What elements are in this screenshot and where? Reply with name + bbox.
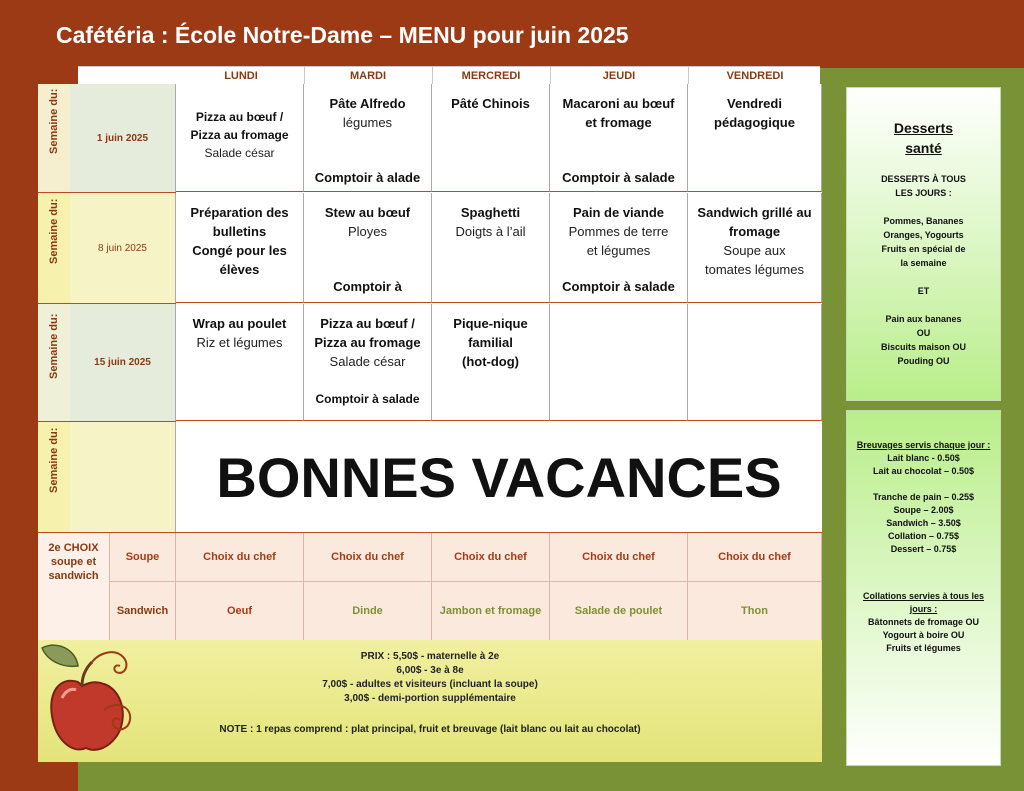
price-line: PRIX : 5,50$ - maternelle à 2e: [360, 651, 500, 662]
day-header-mardi: MARDI: [349, 70, 387, 82]
menu-cell-jeudi-w2: Pain de viande Pommes de terre et légumes Comptoir à salade: [550, 193, 688, 303]
soupe-vendredi: Choix du chef: [688, 533, 822, 581]
price-line: 3,00$ - demi-portion supplémentaire: [344, 693, 516, 704]
desserts-list: DESSERTS À TOUS LES JOURS : Pommes, Bananes Oranges, Yogourts Fruits en spécial de la semaine ET Pain aux bananes OU Biscuits maison OU Pouding OU: [880, 174, 967, 366]
desserts-panel: [846, 87, 1001, 401]
week-date-1: 1 juin 2025: [70, 84, 176, 192]
desserts-title: Desserts santé: [893, 120, 954, 156]
menu-grid: [38, 84, 822, 762]
day-header-jeudi: JEUDI: [602, 70, 636, 82]
vacation-banner: BONNES VACANCES: [216, 445, 782, 509]
soupe-lundi: Choix du chef: [176, 533, 304, 581]
snacks-title: Collations servies à tous les jours :: [862, 591, 985, 614]
menu-cell-jeudi-w3: [550, 304, 688, 421]
price-line: 6,00$ - 3e à 8e: [396, 665, 464, 676]
menu-cell-mercredi-w3: Pique-nique familial (hot-dog): [432, 304, 550, 421]
menu-cell-mardi-w2: Stew au bœuf Ployes Comptoir à: [304, 193, 432, 303]
menu-cell-vendredi-w1: Vendredi pédagogique: [688, 84, 822, 192]
price-list: [38, 650, 822, 706]
sandwich-vendredi: Thon: [688, 582, 822, 640]
week-date-4: [70, 422, 176, 532]
week-label: Semaine du:: [48, 88, 60, 154]
day-header-lundi: LUNDI: [224, 70, 258, 82]
menu-cell-mardi-w3: Pizza au bœuf / Pizza au fromage Salade césar Comptoir à salade: [304, 304, 432, 421]
sandwich-lundi: Oeuf: [176, 582, 304, 640]
menu-cell-lundi-w2: Préparation des bulletins Congé pour les élèves: [176, 193, 304, 303]
meal-note: NOTE : 1 repas comprend : plat principal, fruit et breuvage (lait blanc ou lait au chocolat): [219, 724, 641, 735]
page-title: Cafétéria : École Notre-Dame – MENU pour juin 2025: [56, 22, 629, 48]
sandwich-label: Sandwich: [110, 582, 176, 640]
day-header-mercredi: MERCREDI: [461, 70, 521, 82]
week-side-1: [38, 84, 70, 192]
menu-cell-mercredi-w2: Spaghetti Doigts à l’ail: [432, 193, 550, 303]
menu-cell-vendredi-w2: Sandwich grillé au fromage Soupe aux tomates légumes: [688, 193, 822, 303]
sandwich-mercredi: Jambon et fromage: [432, 582, 550, 640]
week-side-3: Semaine du:: [38, 304, 70, 421]
bottom-background: [78, 762, 1024, 791]
menu-cell-mercredi-w1: Pâté Chinois: [432, 84, 550, 192]
week-side-2: Semaine du:: [38, 193, 70, 303]
menu-cell-vendredi-w3: [688, 304, 822, 421]
sandwich-jeudi: Salade de poulet: [550, 582, 688, 640]
beverages-title: Breuvages servis chaque jour :: [856, 440, 991, 450]
soupe-mardi: Choix du chef: [304, 533, 432, 581]
soupe-mercredi: Choix du chef: [432, 533, 550, 581]
second-choice-title: 2e CHOIX soupe et sandwich: [38, 533, 110, 640]
price-line: 7,00$ - adultes et visiteurs (incluant la soupe): [322, 679, 538, 690]
week-side-4: Semaine du:: [38, 422, 70, 532]
menu-cell-lundi-w3: Wrap au poulet Riz et légumes: [176, 304, 304, 421]
menu-cell-lundi-w1: Pizza au bœuf / Pizza au fromage Salade césar: [176, 84, 304, 192]
snacks-list: Bâtonnets de fromage OU Yogourt à boire OU Fruits et légumes: [867, 617, 979, 653]
beverages-panel: [846, 410, 1001, 766]
menu-cell-jeudi-w1: Macaroni au bœuf et fromage Comptoir à salade: [550, 84, 688, 192]
day-header-vendredi: VENDREDI: [726, 70, 784, 82]
week-date-3: 15 juin 2025: [70, 304, 176, 421]
menu-cell-mardi-w1: Pâte Alfredo légumes Comptoir à alade: [304, 84, 432, 192]
sandwich-mardi: Dinde: [304, 582, 432, 640]
week-date-2: 8 juin 2025: [70, 193, 176, 303]
beverages-list: Lait blanc - 0.50$ Lait au chocolat – 0.50$ Tranche de pain – 0.25$ Soupe – 2.00$ Sandwich – 3.50$ Collation – 0.75$ Dessert – 0.75$: [872, 453, 975, 554]
soupe-label: Soupe: [110, 533, 176, 581]
soupe-jeudi: Choix du chef: [550, 533, 688, 581]
